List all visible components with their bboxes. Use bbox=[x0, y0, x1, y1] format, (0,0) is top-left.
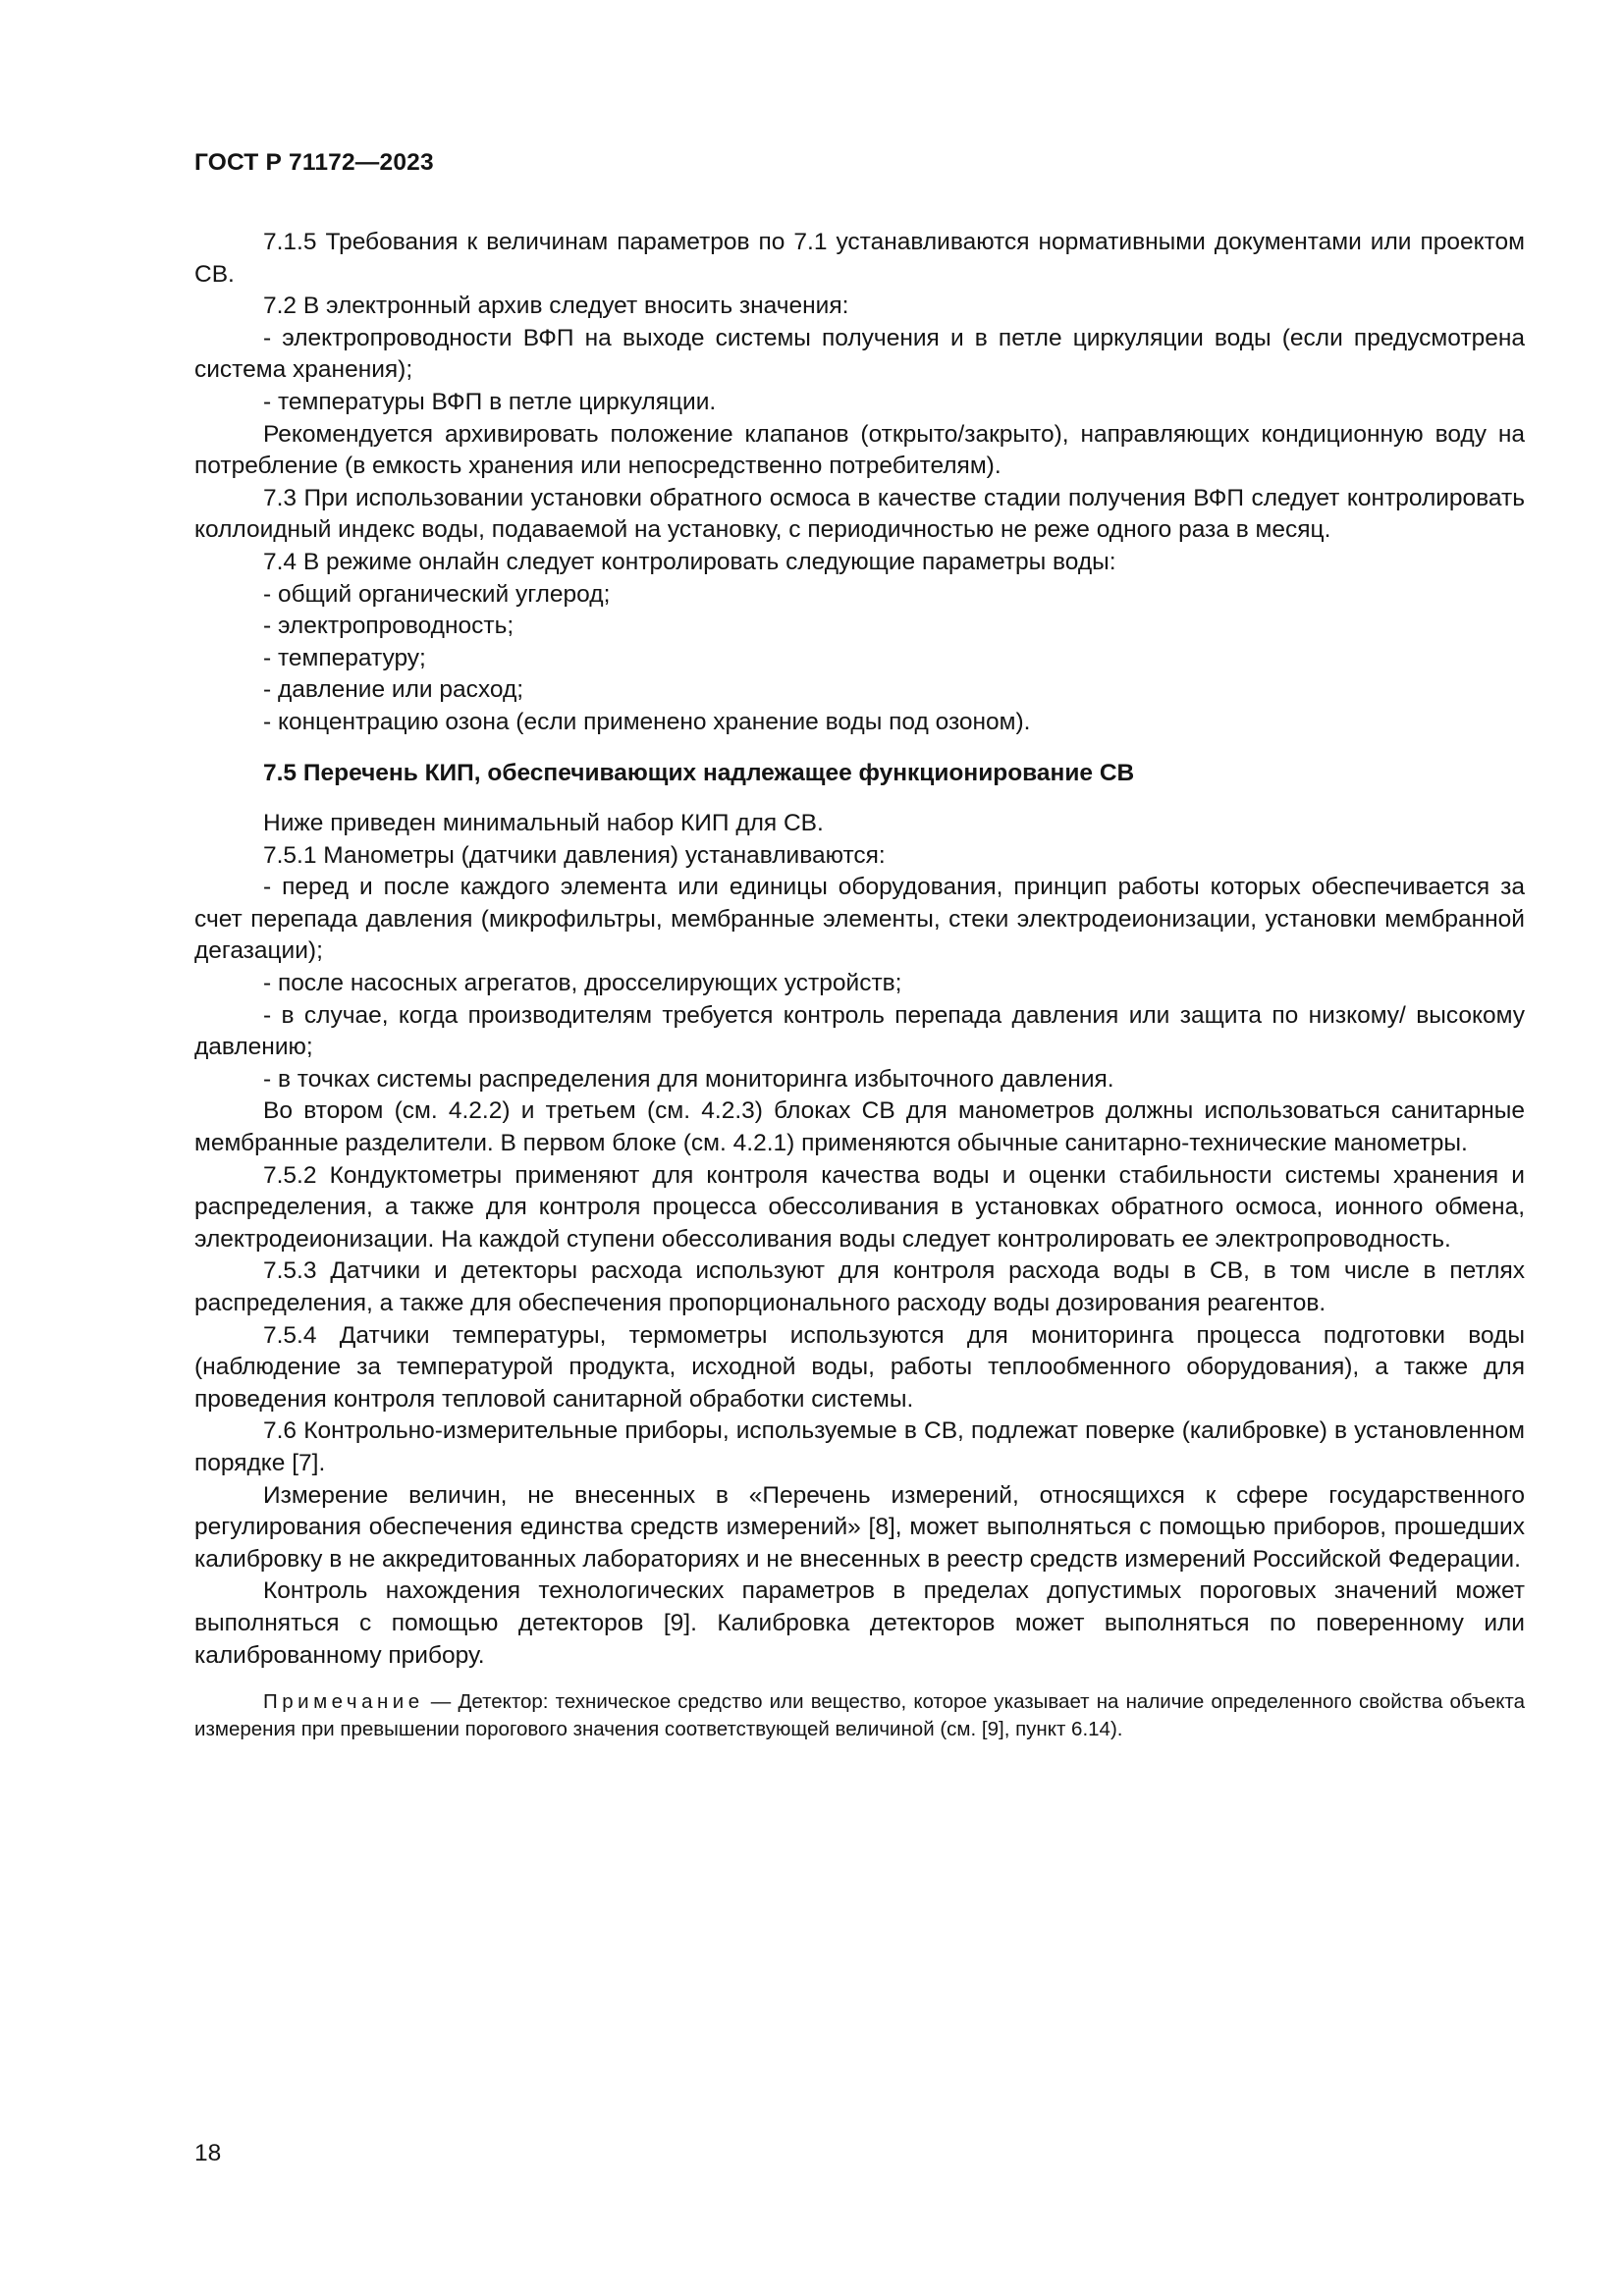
list-item: - электропроводности ВФП на выходе системы получения и в петле циркуляции воды (если предусмотрена система хранения); bbox=[194, 324, 1525, 384]
paragraph: 7.5.2 Кондуктометры применяют для контроля качества воды и оценки стабильности системы хранения и распределения, а также для контроля процесса обессоливания в установках обратного осмоса, ионного обмена, электродеионизации. На каждой ступени обессоливания воды следует контролировать ее электропроводность. bbox=[194, 1161, 1525, 1253]
list-item: - перед и после каждого элемента или единицы оборудования, принцип работы которых обеспечивается за счет перепада давления (микрофильтры, мембранные элементы, стеки электродеионизации, установки мембранной дегазации); bbox=[194, 874, 1525, 965]
section-heading: 7.5 Перечень КИП, обеспечивающих надлежащее функционирование СВ bbox=[263, 759, 1135, 786]
page-number: 18 bbox=[194, 2140, 222, 2166]
paragraph: 7.2 В электронный архив следует вносить значения: bbox=[263, 293, 849, 320]
note-label: Примечание bbox=[263, 1690, 424, 1714]
paragraph: 7.5.4 Датчики температуры, термометры используются для мониторинга процесса подготовки воды (наблюдение за температурой продукта, исходной воды, работы теплообменного оборудования), а также для проведения контроля тепловой санитарной обработки системы. bbox=[194, 1321, 1525, 1413]
paragraph: Во втором (см. 4.2.2) и третьем (см. 4.2.3) блоках СВ для манометров должны использоваться санитарные мембранные разделители. В первом блоке (см. 4.2.1) применяются обычные санитарно-технические манометры. bbox=[194, 1097, 1525, 1157]
list-item: - давление или расход; bbox=[263, 676, 524, 704]
paragraph: 7.6 Контрольно-измерительные приборы, используемые в СВ, подлежат поверке (калибровке) в установленном порядке [7]. bbox=[194, 1417, 1525, 1476]
paragraph: Рекомендуется архивировать положение клапанов (открыто/закрыто), направляющих кондиционную воду на потребление (в емкость хранения или непосредственно потребителям). bbox=[194, 420, 1525, 480]
list-item: - в случае, когда производителям требуется контроль перепада давления или защита по низкому/ высокому давлению; bbox=[194, 1001, 1525, 1061]
list-item: - после насосных агрегатов, дросселирующих устройств; bbox=[263, 970, 902, 997]
paragraph: Измерение величин, не внесенных в «Перечень измерений, относящихся к сфере государственного регулирования обеспечения единства средств измерений» [8], может выполняться с помощью приборов, прошедших калибровку в не аккредитованных лабораториях и не внесенных в реестр средств измерений Российской Федерации. bbox=[194, 1481, 1525, 1573]
list-item: - в точках системы распределения для мониторинга избыточного давления. bbox=[263, 1065, 1114, 1093]
note bbox=[194, 1688, 1525, 1742]
list-item: - температуру; bbox=[263, 644, 426, 671]
paragraph: Ниже приведен минимальный набор КИП для СВ. bbox=[263, 810, 824, 837]
paragraph: 7.5.1 Манометры (датчики давления) устанавливаются: bbox=[263, 841, 886, 869]
document-header: ГОСТ Р 71172—2023 bbox=[194, 149, 434, 176]
paragraph: 7.5.3 Датчики и детекторы расхода используют для контроля расхода воды в СВ, в том числе в петлях распределения, а также для обеспечения пропорционального расходу воды дозирования реагентов. bbox=[194, 1257, 1525, 1316]
list-item: - электропроводность; bbox=[263, 613, 514, 640]
paragraph: 7.3 При использовании установки обратного осмоса в качестве стадии получения ВФП следует контролировать коллоидный индекс воды, подаваемой на установку, с периодичностью не реже одного раза в месяц. bbox=[194, 484, 1525, 544]
list-item: - температуры ВФП в петле циркуляции. bbox=[263, 388, 717, 415]
document-body bbox=[194, 227, 1525, 1742]
paragraph: 7.4 В режиме онлайн следует контролировать следующие параметры воды: bbox=[263, 548, 1116, 575]
paragraph: 7.1.5 Требования к величинам параметров по 7.1 устанавливаются нормативными документами или проектом СВ. bbox=[194, 229, 1525, 288]
paragraph: Контроль нахождения технологических параметров в пределах допустимых пороговых значений может выполняться с помощью детекторов [9]. Калибровка детекторов может выполняться по поверенному или калиброванному прибору. bbox=[194, 1577, 1525, 1669]
list-item: - концентрацию озона (если применено хранение воды под озоном). bbox=[263, 708, 1031, 735]
list-item: - общий органический углерод; bbox=[263, 580, 611, 608]
note-text: — Детектор: техническое средство или вещество, которое указывает на наличие определенного свойства объекта измерения при превышении порогового значения соответствующей величиной (см. [9], пункт 6.14). bbox=[194, 1690, 1525, 1740]
